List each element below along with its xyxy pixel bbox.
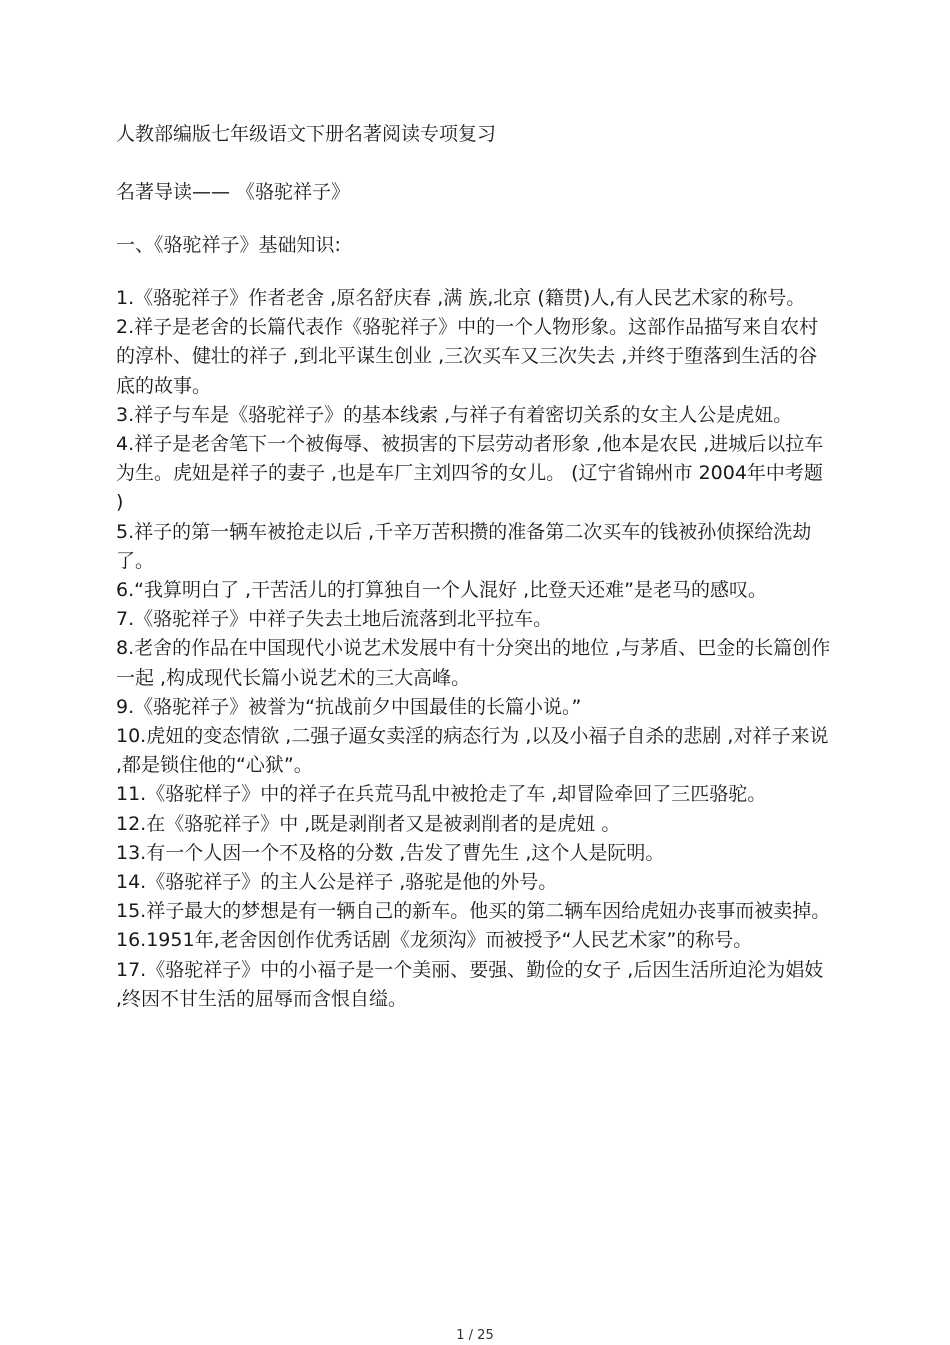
list-item: 12.在《骆驼祥子》中 ,既是剥削者又是被剥削者的是虎妞 。 bbox=[116, 812, 621, 835]
list-item: 5.祥子的第一辆车被抢走以后 ,千辛万苦积攒的准备第二次买车的钱被孙侦探给洗劫了。 bbox=[116, 520, 812, 572]
list-item: 14.《骆驼祥子》的主人公是祥子 ,骆驼是他的外号。 bbox=[116, 871, 558, 894]
list-item: 15.祥子最大的梦想是有一辆自己的新车。他买的第二辆车因给虎妞办丧事而被卖掉。 bbox=[116, 900, 831, 923]
knowledge-list bbox=[116, 284, 834, 1014]
document-subtitle: 名著导读—— 《骆驼祥子》 bbox=[116, 181, 351, 203]
list-item: 7.《骆驼祥子》中祥子失去土地后流落到北平拉车。 bbox=[116, 608, 553, 631]
list-item: 10.虎妞的变态情欲 ,二强子逼女卖淫的病态行为 ,以及小福子自杀的悲剧 ,对祥子来说 ,都是锁住他的“心狱”。 bbox=[116, 725, 829, 777]
page-number: 1 / 25 bbox=[456, 1328, 494, 1343]
section-heading: 一、《骆驼祥子》基础知识: bbox=[116, 234, 341, 256]
list-item: 4.祥子是老舍笔下一个被侮辱、被损害的下层劳动者形象 ,他本是农民 ,进城后以拉车为生。虎妞是祥子的妻子 ,也是车厂主刘四爷的女儿。 (辽宁省锦州市 2004年中考题 ) bbox=[116, 433, 824, 514]
list-item: 1.《骆驼祥子》作者老舍 ,原名舒庆春 ,满 族,北京 (籍贯)人,有人民艺术家的称号。 bbox=[116, 287, 806, 309]
list-item: 2.祥子是老舍的长篇代表作《骆驼祥子》中的一个人物形象。这部作品描写来自农村的淳朴、健壮的祥子 ,到北平谋生创业 ,三次买车又三次失去 ,并终于堕落到生活的谷底的故事。 bbox=[116, 316, 819, 397]
document-title: 人教部编版七年级语文下册名著阅读专项复习 bbox=[116, 123, 497, 145]
list-item: 11.《骆驼样子》中的祥子在兵荒马乱中被抢走了车 ,却冒险牵回了三匹骆驼。 bbox=[116, 783, 767, 806]
list-item: 17.《骆驼祥子》中的小福子是一个美丽、要强、勤俭的女子 ,后因生活所迫沦为娼妓 ,终因不甘生活的屈辱而含恨自缢。 bbox=[116, 958, 824, 1010]
list-item: 8.老舍的作品在中国现代小说艺术发展中有十分突出的地位 ,与茅盾、巴金的长篇创作一起 ,构成现代长篇小说艺术的三大高峰。 bbox=[116, 637, 831, 689]
list-item: 16.1951年,老舍因创作优秀话剧《龙须沟》而被授予“人民艺术家”的称号。 bbox=[116, 929, 753, 952]
list-item: 3.祥子与车是《骆驼祥子》的基本线索 ,与祥子有着密切关系的女主人公是虎妞。 bbox=[116, 403, 793, 426]
list-item: 13.有一个人因一个不及格的分数 ,告发了曹先生 ,这个人是阮明。 bbox=[116, 841, 665, 864]
list-item: 9.《骆驼祥子》被誉为“抗战前夕中国最佳的长篇小说。” bbox=[116, 695, 582, 718]
list-item: 6.“我算明白了 ,干苦活儿的打算独自一个人混好 ,比登天还难”是老马的感叹。 bbox=[116, 579, 767, 602]
